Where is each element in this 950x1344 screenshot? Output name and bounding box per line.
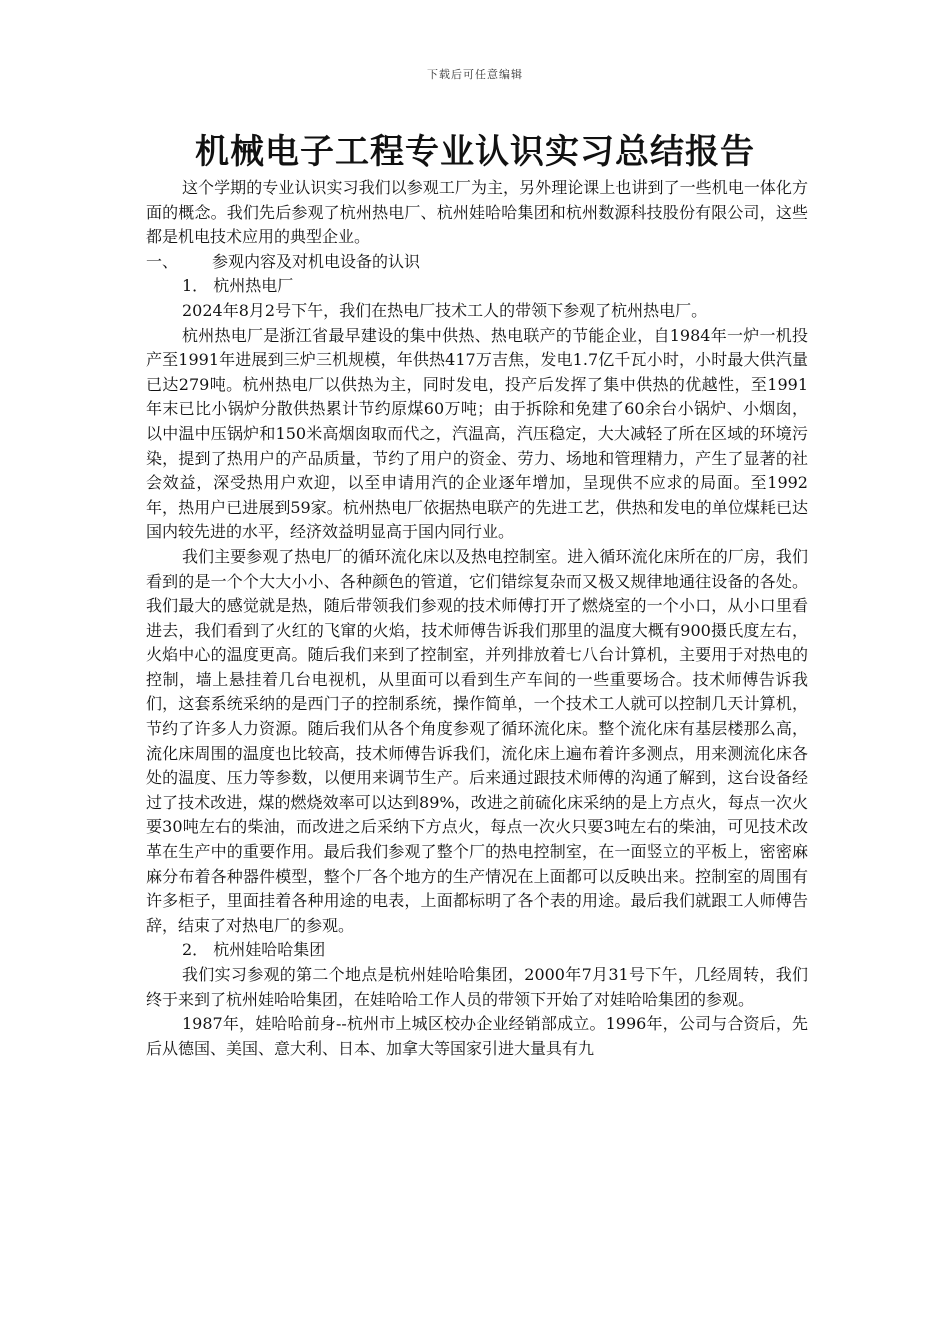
header-note: 下载后可任意编辑 (427, 68, 523, 81)
section-heading (146, 250, 808, 275)
paragraph: 1987年，娃哈哈前身--杭州市上城区校办企业经销部成立。1996年，公司与合资后，先后从德国、美国、意大利、日本、加拿大等国家引进大量具有九 (146, 1014, 808, 1058)
subsection-heading: 1． 杭州热电厂 (182, 276, 294, 296)
section-number: 一、 (146, 251, 179, 271)
page-title: 机械电子工程专业认识实习总结报告 (195, 132, 755, 172)
intro-paragraph: 这个学期的专业认识实习我们以参观工厂为主，另外理论课上也讲到了一些机电一体化方面的概念。我们先后参观了杭州热电厂、杭州娃哈哈集团和杭州数源科技股份有限公司，这些都是机电技术应用的典型企业。 (146, 178, 808, 247)
document-body (146, 176, 808, 1061)
paragraph: 我们实习参观的第二个地点是杭州娃哈哈集团，2000年7月31号下午，几经周转，我们终于来到了杭州娃哈哈集团，在娃哈哈工作人员的带领下开始了对娃哈哈集团的参观。 (146, 965, 808, 1009)
section-title: 参观内容及对机电设备的认识 (212, 251, 421, 271)
subsection-heading: 2． 杭州娃哈哈集团 (182, 940, 326, 960)
paragraph: 我们主要参观了热电厂的循环流化床以及热电控制室。进入循环流化床所在的厂房，我们看到的是一个个大大小小、各种颜色的管道，它们错综复杂而又极又规律地通往设备的各处。我们最大的感觉就是热，随后带领我们参观的技术师傅打开了燃烧室的一个小口，从小口里看进去，我们看到了火红的飞窜的火焰，技术师傅告诉我们那里的温度大概有900摄氏度左右，火焰中心的温度更高。随后我们来到了控制室，并列排放着七八台计算机，主要用于对热电的控制，墙上悬挂着几台电视机，从里面可以看到生产车间的一些重要场合。技术师傅告诉我们，这套系统采纳的是西门子的控制系统，操作简单，一个技术工人就可以控制几天计算机，节约了许多人力资源。随后我们从各个角度参观了循环流化床。整个流化床有基层楼那么高，流化床周围的温度也比较高，技术师傅告诉我们，流化床上遍布着许多测点，用来测流化床各处的温度、压力等参数，以便用来调节生产。后来通过跟技术师傅的沟通了解到，这台设备经过了技术改进，煤的燃烧效率可以达到89%，改进之前硫化床采纳的是上方点火，每点一次火要30吨左右的柴油，而改进之后采纳下方点火，每点一次火只要3吨左右的柴油，可见技术改革在生产中的重要作用。最后我们参观了整个厂的热电控制室，在一面竖立的平板上，密密麻麻分布着各种器件模型，整个厂各个地方的生产情况在上面都可以反映出来。控制室的周围有许多柜子，里面挂着各种用途的电表，上面都标明了各个表的用途。最后我们就跟工人师傅告辞，结束了对热电厂的参观。 (146, 546, 808, 935)
paragraph: 2024年8月2号下午，我们在热电厂技术工人的带领下参观了杭州热电厂。 (182, 300, 708, 320)
paragraph: 杭州热电厂是浙江省最早建设的集中供热、热电联产的节能企业，自1984年一炉一机投产至1991年进展到三炉三机规模，年供热417万吉焦，发电1.7亿千瓦小时，小时最大供汽量已达279吨。杭州热电厂以供热为主，同时发电，投产后发挥了集中供热的优越性，至1991年末已比小锅炉分散供热累计节约原煤60万吨；由于拆除和免建了60余台小锅炉、小烟囱，以中温中压锅炉和150米高烟囱取而代之，汽温高，汽压稳定，大大减轻了所在区域的环境污染，提到了热用户的产品质量，节约了用户的资金、劳力、场地和管理精力，产生了显著的社会效益，深受热用户欢迎，以至申请用汽的企业逐年增加，呈现供不应求的局面。至1992年，热用户已进展到59家。杭州热电厂依据热电联产的先进工艺，供热和发电的单位煤耗已达国内较先进的水平，经济效益明显高于国内同行业。 (146, 325, 808, 542)
